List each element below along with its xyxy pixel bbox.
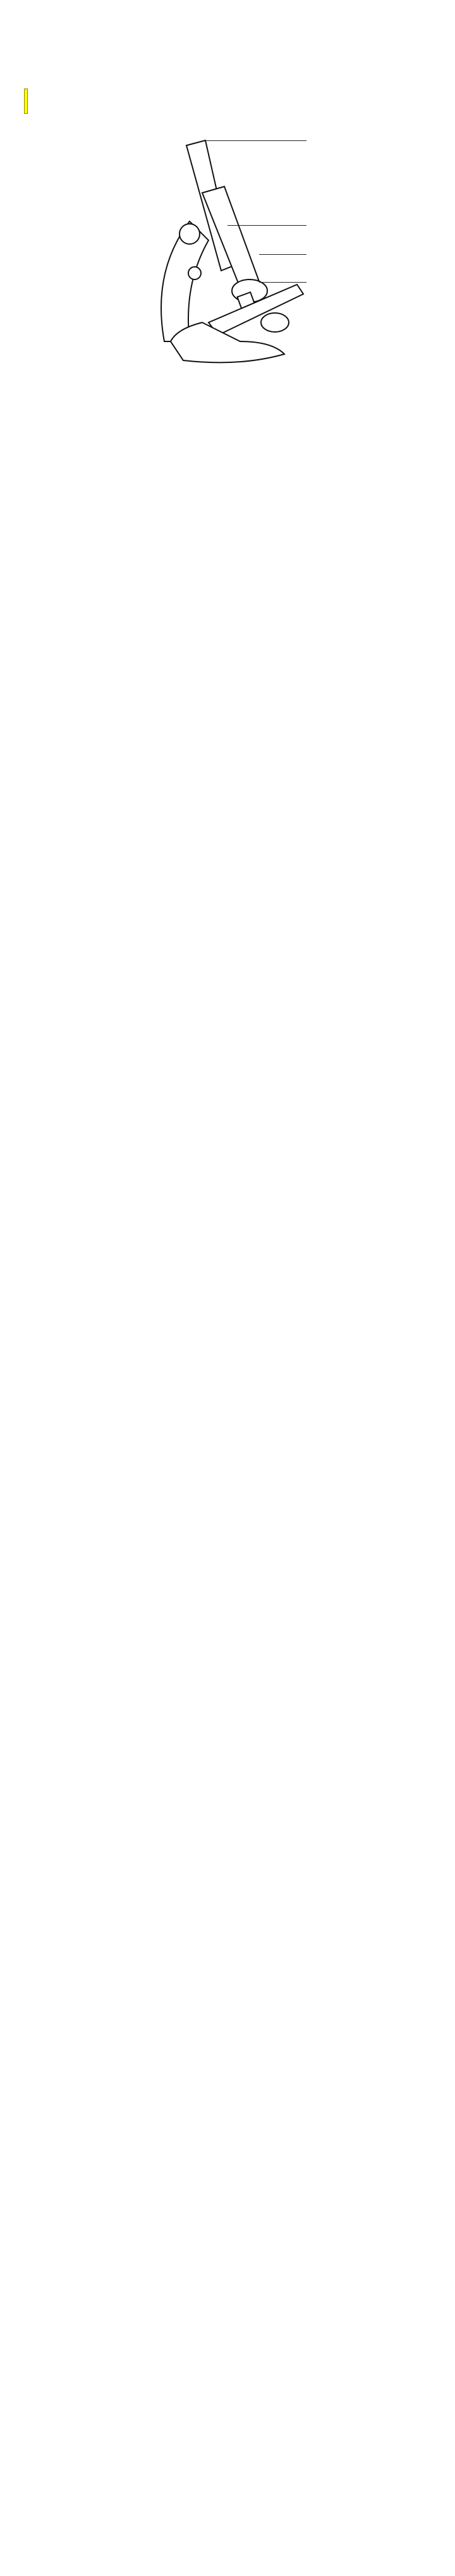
microscope-illustration [114, 133, 354, 367]
microscope-diagram [114, 133, 354, 367]
section-heading-microscope [24, 89, 28, 114]
